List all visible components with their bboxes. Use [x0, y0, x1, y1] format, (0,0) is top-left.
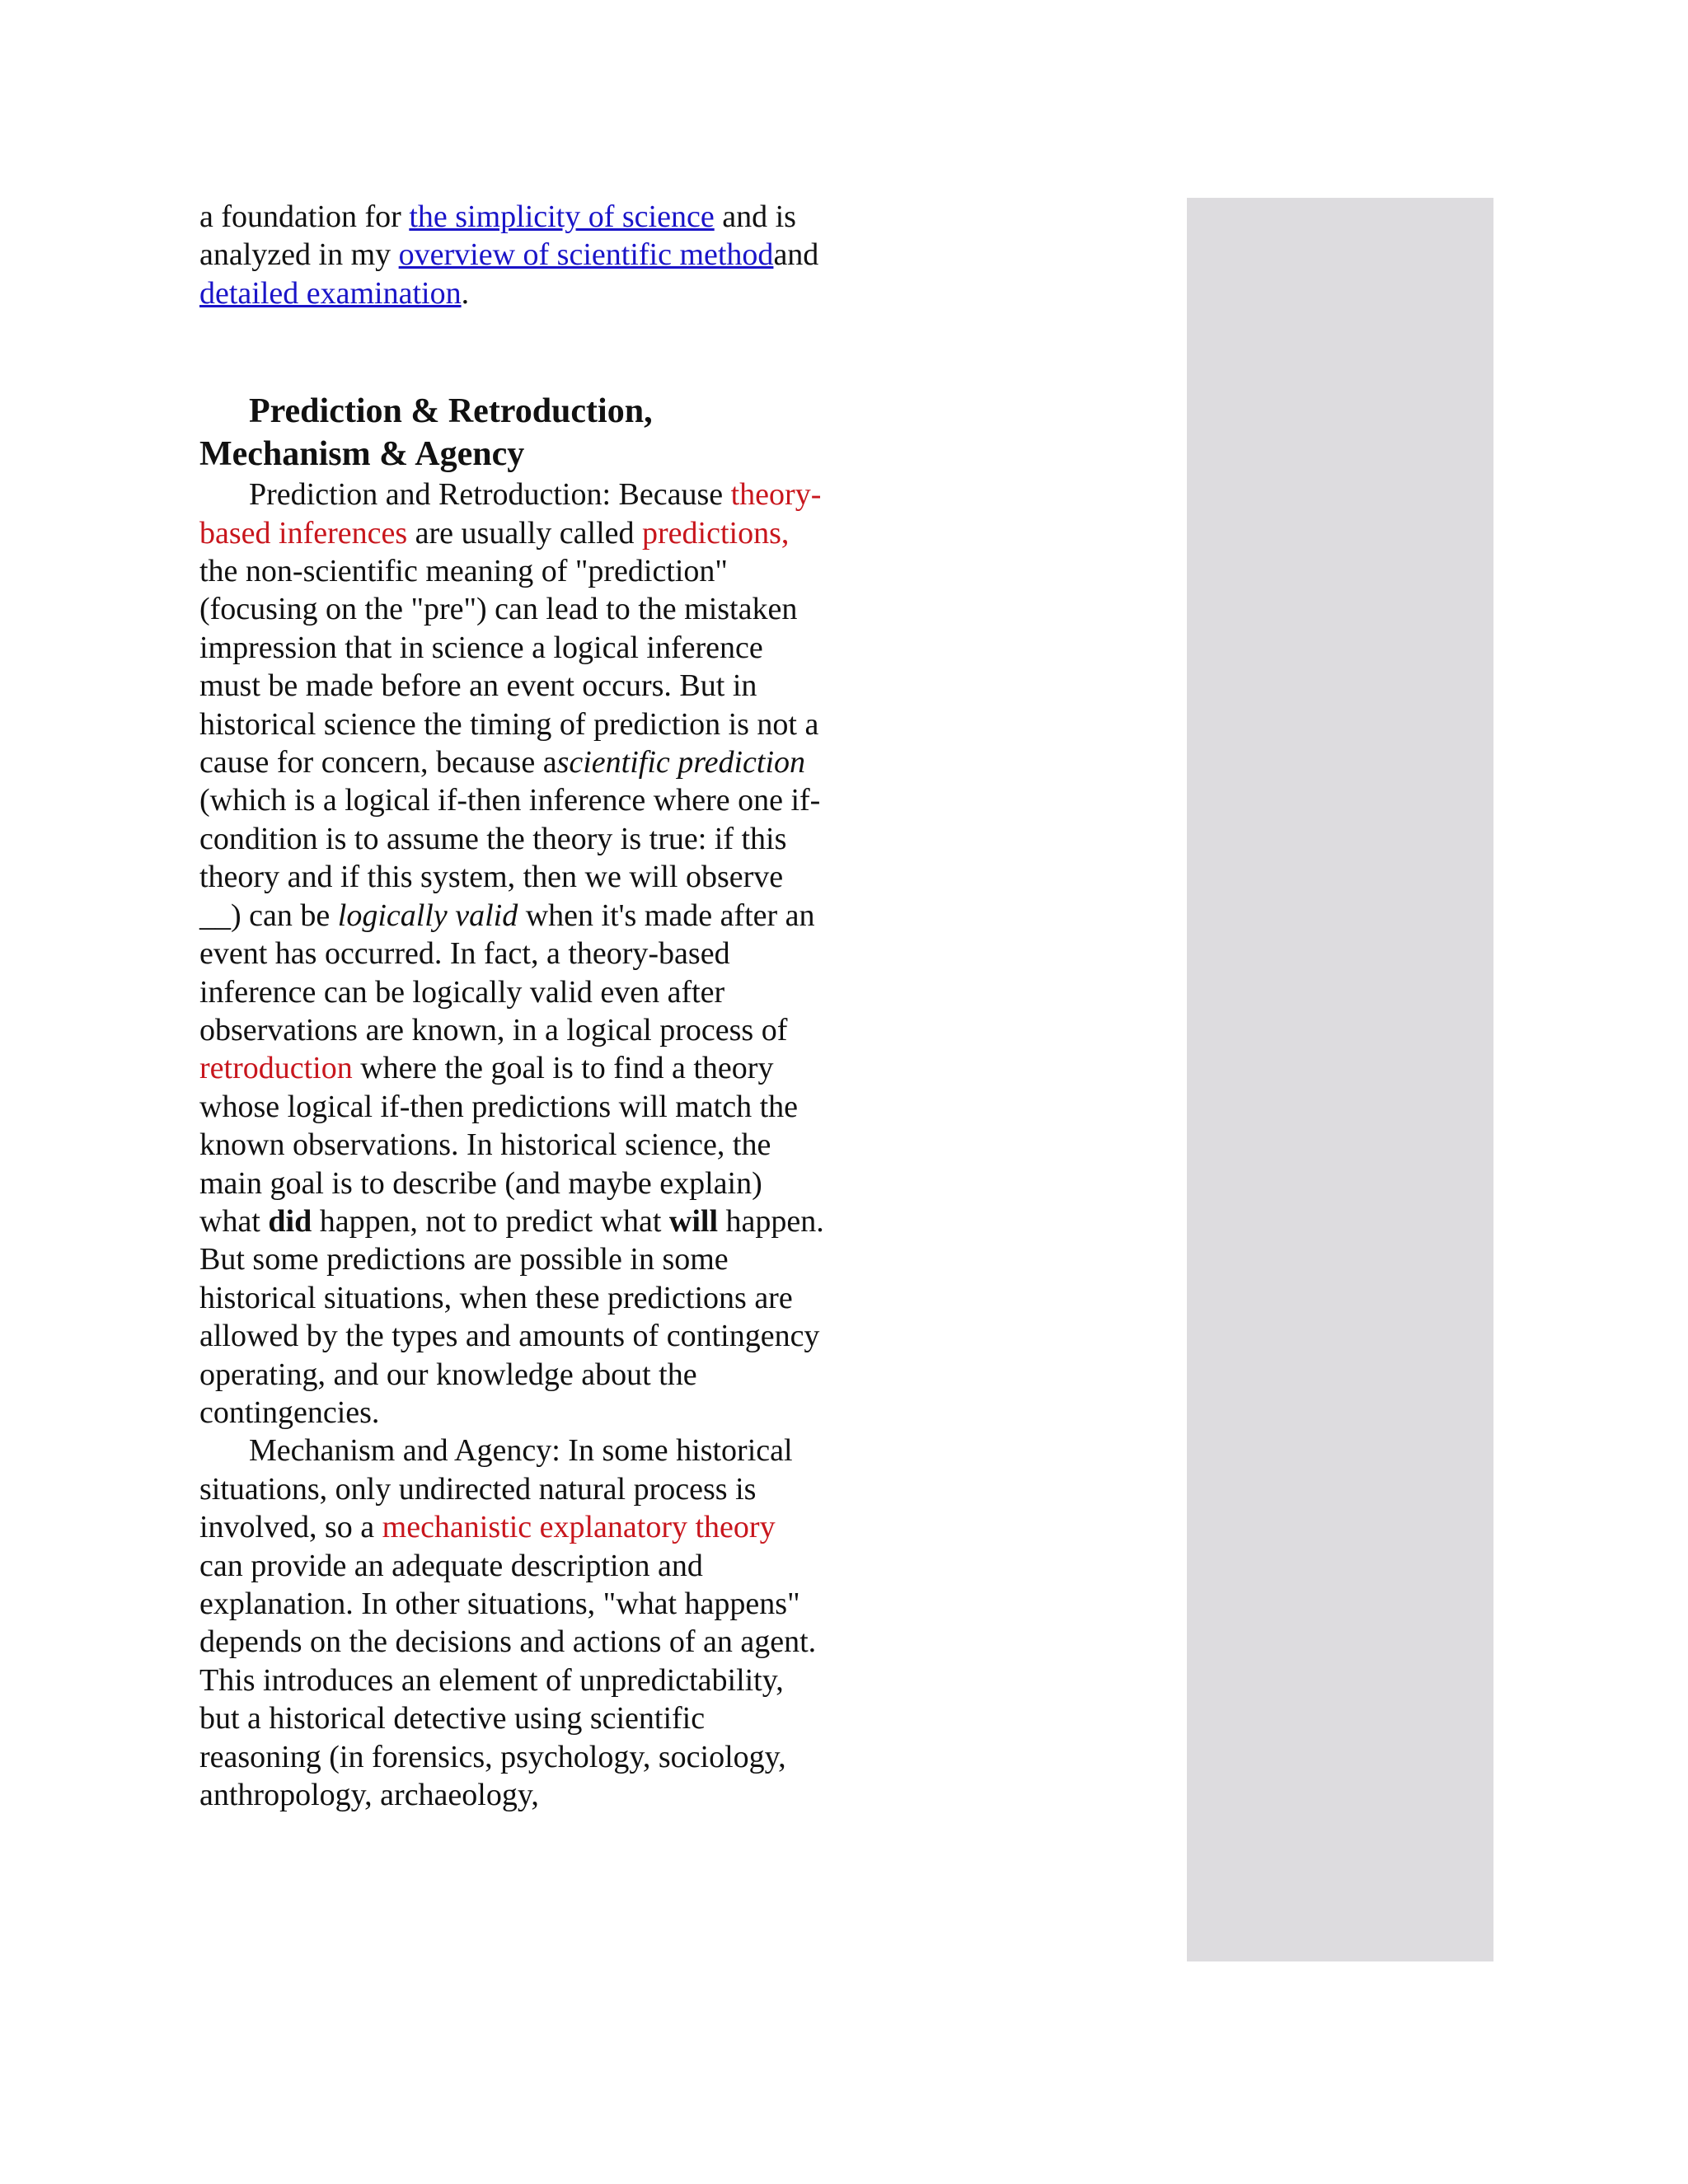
intro-text-3: and — [773, 237, 819, 273]
p1-text-5: when it's made after an event has occurred. In fact, a theory-based inference can be logically valid even after observations are known, in a logical process of — [199, 898, 815, 1047]
term-theory-based-inferences: theory-based inferences — [199, 477, 822, 551]
link-detailed-examination[interactable]: detailed examination — [199, 275, 462, 311]
p1-text-7: happen, not to predict what — [312, 1203, 669, 1239]
text-column — [199, 198, 826, 1814]
p1-text-1: Prediction and Retroduction: Because — [249, 477, 731, 513]
p1-text-8: happen. But some predictions are possible in some historical situations, when these predictions are allowed by the types and amounts of contingency operating, and our knowledge about the contingencies. — [199, 1203, 824, 1430]
term-retroduction: retroduction — [199, 1051, 353, 1086]
term-scientific-prediction: scientific prediction — [556, 745, 806, 780]
term-predictions: predictions, — [642, 515, 790, 551]
intro-text-1: a foundation for — [199, 199, 410, 234]
paragraph-prediction-retroduction — [199, 476, 826, 1432]
intro-paragraph — [199, 198, 826, 312]
paragraph-mechanism-agency — [199, 1432, 826, 1814]
p2-text-2: can provide an adequate description and explanation. In other situations, "what happens" depends on the decisions and actions of an agent. This introduces an element of unpredictability, but a historical detective using scientific reasoning (in forensics, psychology, sociology, anthropology, archaeology, — [199, 1548, 817, 1813]
heading-line-1: Prediction & Retroduction, — [249, 392, 653, 431]
section-heading — [199, 390, 826, 476]
emphasis-will: will — [668, 1203, 719, 1239]
intro-text-4: . — [461, 275, 470, 311]
term-logically-valid: logically valid — [337, 898, 518, 933]
p2-text-1: Mechanism and Agency: In some historical situations, only undirected natural process is involved, so a — [199, 1433, 793, 1545]
link-simplicity-of-science[interactable]: the simplicity of science — [409, 199, 715, 234]
link-overview-scientific-method[interactable]: overview of scientific method — [398, 237, 774, 273]
p1-text-3: the non-scientific meaning of "prediction" (focusing on the "pre") can lead to the mistaken impression that in science a logical inference must be made before an event occurs. But in historical science the timing of prediction is not a cause for concern, because a — [199, 554, 819, 780]
intro-text-2: and is analyzed in my — [199, 199, 796, 273]
sidebar-gray-panel — [1187, 198, 1493, 1961]
p1-text-2: are usually called — [407, 515, 643, 551]
heading-line-2: Mechanism & Agency — [199, 435, 525, 474]
emphasis-did: did — [268, 1203, 312, 1239]
p1-text-4: (which is a logical if-then inference where one if-condition is to assume the theory is true: if this theory and if this system, then we will observe __) can be — [199, 783, 821, 933]
term-mechanistic-explanatory-theory: mechanistic explanatory theory — [382, 1510, 776, 1545]
p1-text-6: where the goal is to find a theory whose logical if-then predictions will match the known observations. In historical science, the main goal is to describe (and maybe explain) what — [199, 1051, 799, 1239]
